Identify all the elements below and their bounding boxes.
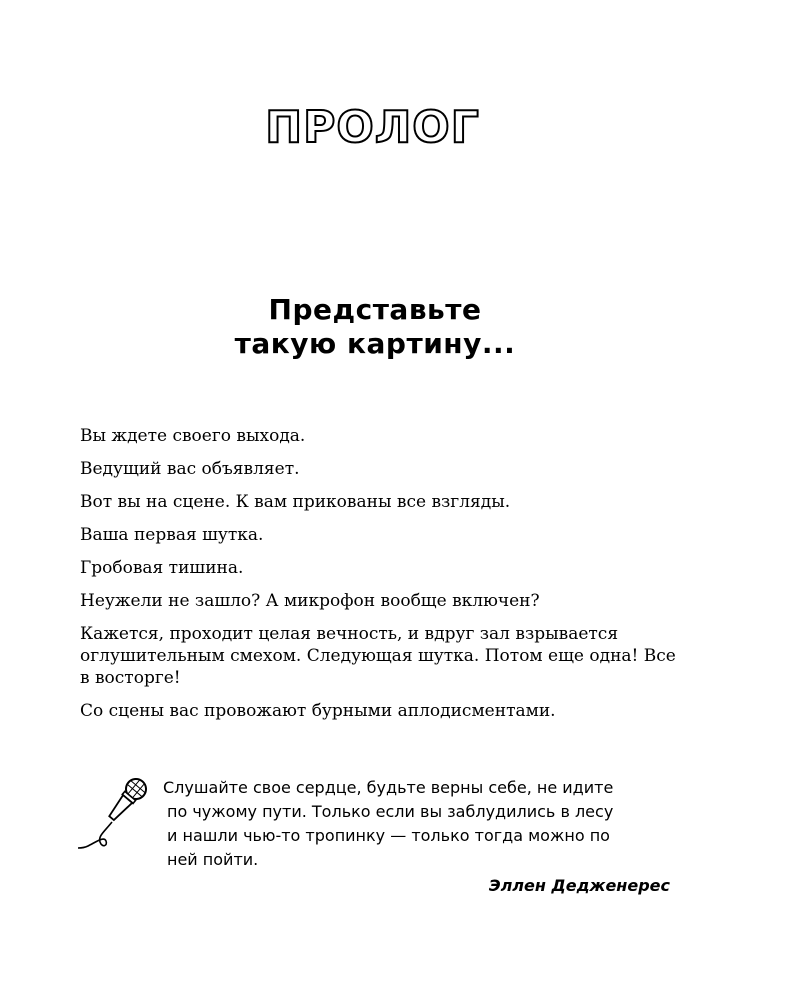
paragraph: Вот вы на сцене. К вам прикованы все взгляды. xyxy=(80,492,511,512)
paragraph: Со сцены вас провожают бурными аплодисментами. xyxy=(80,701,556,721)
epigraph-quote xyxy=(78,776,678,906)
subtitle-line-1: Представьте xyxy=(268,293,482,326)
body-text xyxy=(80,425,680,733)
quote-line: и нашли чью-то тропинку — только тогда можно по xyxy=(167,826,610,845)
quote-line: по чужому пути. Только если вы заблудились в лесу xyxy=(167,802,614,821)
quote-author: Эллен Дедженерес xyxy=(488,876,670,895)
microphone-icon xyxy=(78,776,158,858)
subtitle xyxy=(0,293,750,361)
subtitle-line-2: такую картину... xyxy=(234,327,516,360)
paragraph: Вы ждете своего выхода. xyxy=(80,426,306,446)
quote-text xyxy=(163,776,683,872)
chapter-title: ПРОЛОГ xyxy=(265,102,480,153)
paragraph: Ваша первая шутка. xyxy=(80,525,264,545)
paragraph: Ведущий вас объявляет. xyxy=(80,459,300,479)
paragraph: Кажется, проходит целая вечность, и вдруг зал взрывается оглушительным смехом. Следующая шутка. Потом еще одна! Все в восторге! xyxy=(80,624,676,688)
quote-line: Слушайте свое сердце, будьте верны себе, не идите xyxy=(163,778,614,797)
paragraph: Неужели не зашло? А микрофон вообще включен? xyxy=(80,591,540,611)
paragraph: Гробовая тишина. xyxy=(80,558,244,578)
quote-line: ней пойти. xyxy=(167,850,259,869)
